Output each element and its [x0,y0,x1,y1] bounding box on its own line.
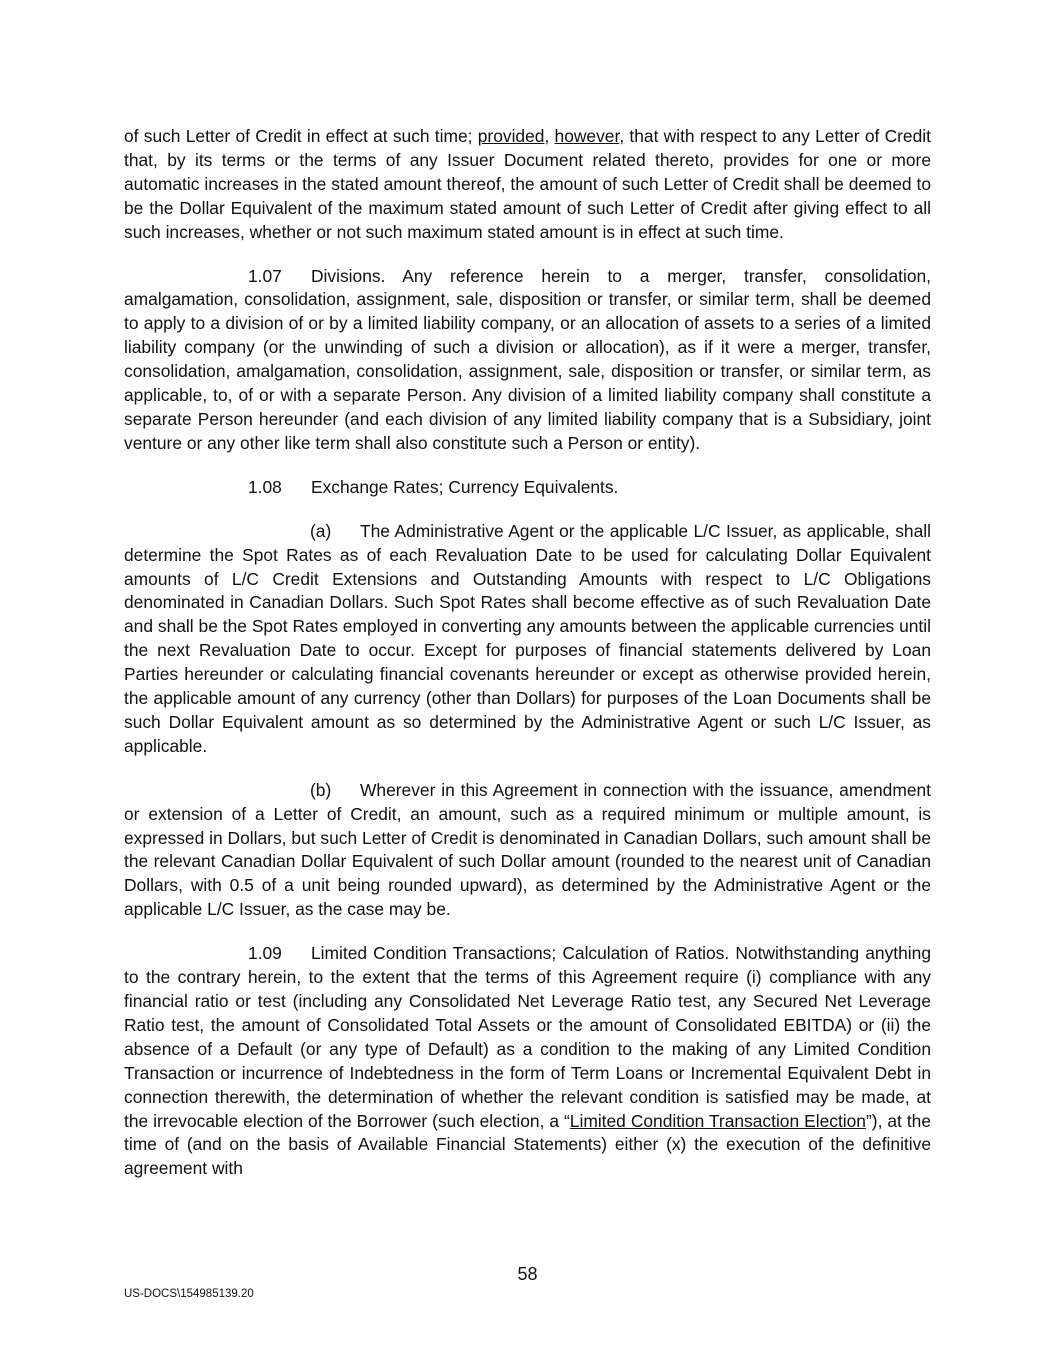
defined-term-provided: provided [477,126,545,146]
document-id: US-DOCS\154985139.20 [124,1288,254,1300]
section-number: 1.08 [248,476,282,497]
section-number: 1.07 [248,265,282,286]
section-heading: Exchange Rates; Currency Equivalents. [311,476,619,497]
paragraph-continuation: of such Letter of Credit in effect at such time; provided, however, that with respect to any Letter of Credit that, by its terms or the terms of any Issuer Document related thereto, provides for one or more automatic increases in the stated amount thereof, the amount of such Letter of Credit shall be deemed to be the Dollar Equivalent of the maximum stated amount of such Letter of Credit after giving effect to all such increases, whether or not such maximum stated amount is in effect at such time. [124,126,931,242]
subsection-body: The Administrative Agent or the applicable L/C Issuer, as applicable, shall determine the Spot Rates as of each Revaluation Date to be used for calculating Dollar Equivalent amounts of L/C Credit Extensions and Outstanding Amounts with respect to L/C Obligations denominated in Canadian Dollars. Such Spot Rates shall become effective as of such Revaluation Date and shall be the Spot Rates employed in converting any amounts between the applicable currencies until the next Revaluation Date to occur. Except for purposes of financial statements delivered by Loan Parties hereunder or calculating financial covenants hereunder or except as otherwise provided herein, the applicable amount of any currency (other than Dollars) for purposes of the Loan Documents shall be such Dollar Equivalent amount as so determined by the Administrative Agent or such L/C Issuer, as applicable. [124,520,931,756]
defined-term-lcte: Limited Condition Transaction Election [569,1110,866,1131]
subsection-label: (a) [310,520,332,541]
subsection-label: (b) [310,779,332,800]
section-body: Any reference herein to a merger, transfer, consolidation, amalgamation, consolidation, assignment, sale, disposition or transfer, or similar term, shall be deemed to apply to a division of or by a limited liability company, or an allocation of assets to a series of a limited liability company (or the unwinding of such a division or allocation), as if it were a merger, transfer, consolidation, amalgamation, consolidation, assignment, sale, disposition or transfer, or similar term, as applicable, to, of or with a separate Person. Any division of a limited liability company shall constitute a separate Person hereunder (and each division of any limited liability company that is a Subsidiary, joint venture or any other like term shall also constitute such a Person or entity). [124,265,931,453]
subsection-body: Wherever in this Agreement in connection with the issuance, amendment or extension of a Letter of Credit, an amount, such as a required minimum or multiple amount, is expressed in Dollars, but such Letter of Credit is denominated in Canadian Dollars, such amount shall be the relevant Canadian Dollar Equivalent of such Dollar amount (rounded to the nearest unit of Canadian Dollars, with 0.5 of a unit being rounded upward), as determined by the Administrative Agent or the applicable L/C Issuer, as the case may be. [124,779,931,920]
section-heading: Divisions. [311,265,386,286]
page-number: 58 [517,1264,538,1284]
section-1-09: 1.09 Limited Condition Transactions; Calculation of Ratios. Notwithstanding anything to the contrary herein, to the extent that the terms of this Agreement require (i) compliance with any financial ratio or test (including any Consolidated Net Leverage Ratio test, any Secured Net Leverage Ratio test, the amount of Consolidated Total Assets or the amount of Consolidated EBITDA) or (ii) the absence of a Default (or any type of Default) as a condition to the making of any Limited Condition Transaction or incurrence of Indebtedness in the form of Term Loans or Incremental Equivalent Debt in connection therewith, the determination of whether the relevant condition is satisfied may be made, at the irrevocable election of the Borrower (such election, a “Limited Condition Transaction Election”), at the time of (and on the basis of Available Financial Statements) either (x) the execution of the definitive agreement with [124,943,931,1179]
section-1-08-heading [124,476,931,500]
section-heading: Limited Condition Transactions; Calculation of Ratios. [311,943,730,964]
document-page [124,125,931,1181]
defined-term-however: however [554,126,620,146]
section-number: 1.09 [248,943,282,964]
section-1-07 [124,265,931,456]
section-1-08-a [124,520,931,759]
section-1-08-b [124,779,931,922]
